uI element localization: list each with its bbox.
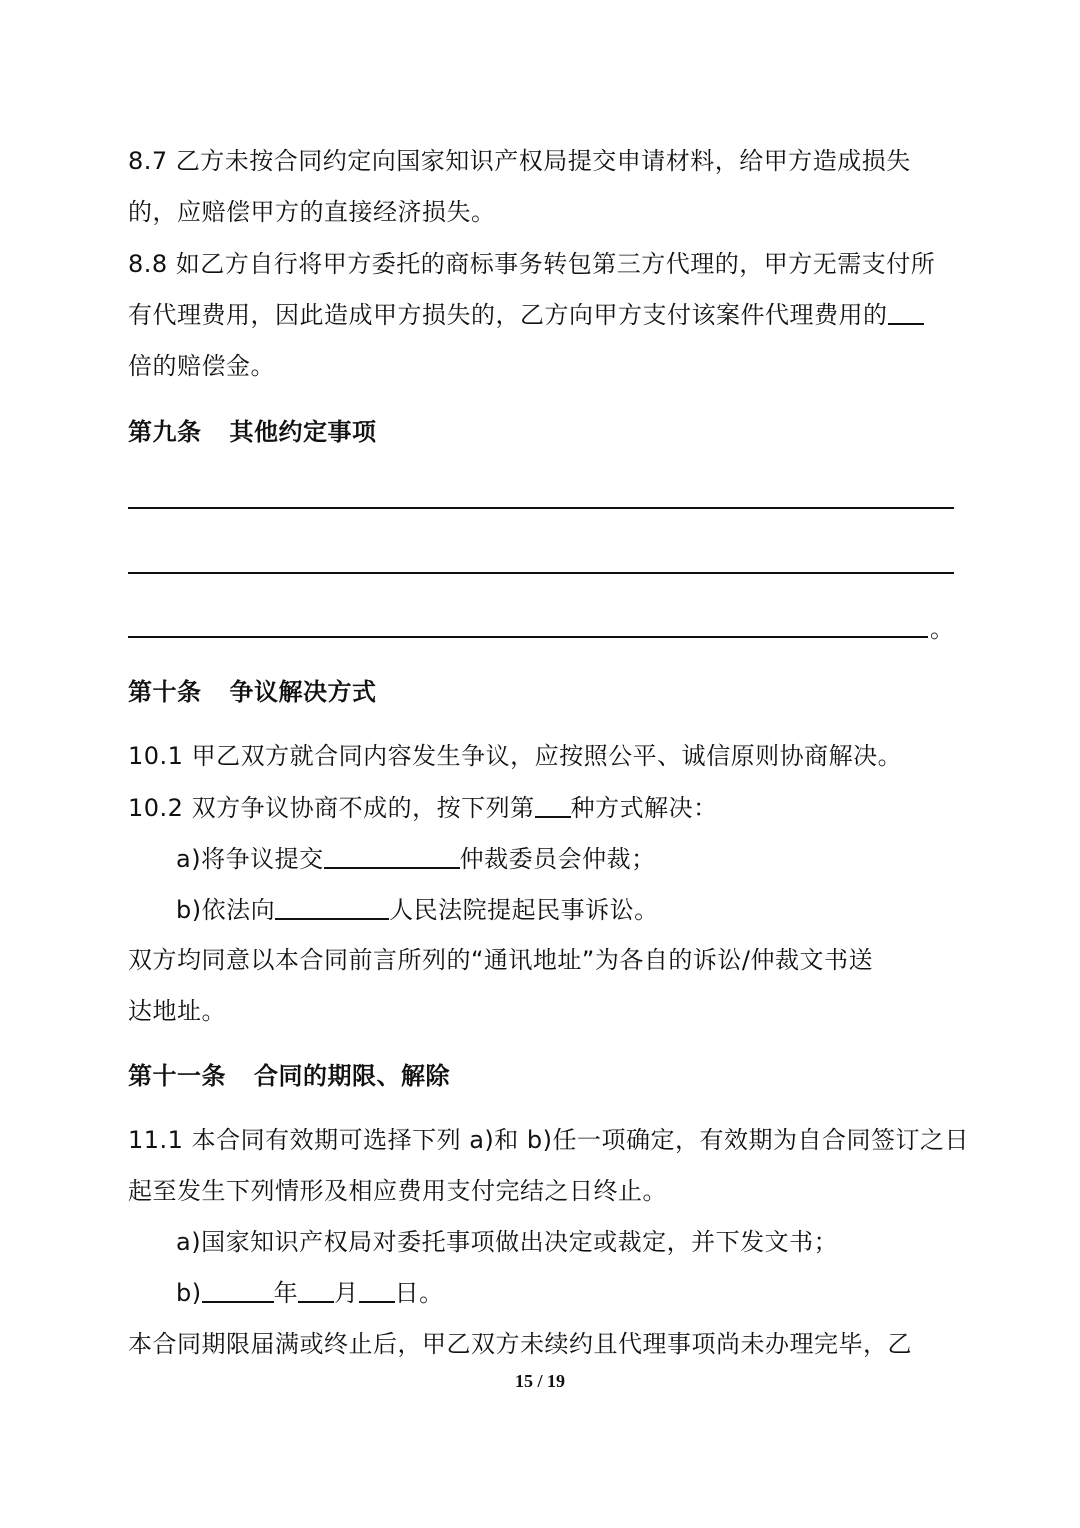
- article-10-title: 争议解决方式: [229, 677, 377, 706]
- option-b-before: b)依法向: [176, 896, 276, 924]
- article-9-number: 第九条: [128, 417, 202, 446]
- other-terms-blank-line-3[interactable]: [128, 636, 928, 638]
- service-address-line-2: 达地址。: [128, 997, 226, 1025]
- clause-10-2-option-b: [176, 895, 1006, 925]
- clause-8-8-line-1: 8.8 如乙方自行将甲方委托的商标事务转包第三方代理的，甲方无需支付所: [128, 250, 936, 278]
- clause-10-2-before: 10.2 双方争议协商不成的，按下列第: [128, 794, 535, 822]
- clause-8-8-text: 有代理费用，因此造成甲方损失的，乙方向甲方支付该案件代理费用的: [128, 301, 888, 329]
- option-b-prefix: b): [176, 1279, 202, 1307]
- clause-8-7-line-1: 8.7 乙方未按合同约定向国家知识产权局提交申请材料，给甲方造成损失: [128, 147, 911, 175]
- other-terms-blank-line-1[interactable]: [128, 507, 954, 509]
- clause-11-1-option-a: a)国家知识产权局对委托事项做出决定或裁定，并下发文书；: [176, 1228, 839, 1256]
- clause-10-2-after: 种方式解决：: [570, 794, 718, 822]
- day-label: 日。: [394, 1279, 444, 1307]
- clause-11-1-line-1: 11.1 本合同有效期可选择下列 a)和 b)任一项确定，有效期为自合同签订之日: [128, 1126, 969, 1154]
- article-11-title: 合同的期限、解除: [254, 1061, 450, 1090]
- year-blank[interactable]: [202, 1279, 274, 1303]
- service-address-line-1: 双方均同意以本合同前言所列的“通讯地址”为各自的诉讼/仲裁文书送: [128, 946, 873, 974]
- clause-8-8-line-2: [128, 300, 958, 330]
- article-9-heading: [128, 417, 958, 447]
- multiplier-blank[interactable]: [888, 301, 924, 325]
- other-terms-blank-line-2[interactable]: [128, 572, 954, 574]
- article-11-heading: [128, 1061, 958, 1091]
- court-name-blank[interactable]: [275, 896, 389, 920]
- article-11-number: 第十一条: [128, 1061, 226, 1090]
- clause-10-1: 10.1 甲乙双方就合同内容发生争议，应按照公平、诚信原则协商解决。: [128, 742, 903, 770]
- clause-11-1-line-2: 起至发生下列情形及相应费用支付完结之日终止。: [128, 1177, 667, 1205]
- clause-11-1-option-b: [176, 1278, 1006, 1308]
- clause-10-2-option-a: [176, 844, 1006, 874]
- method-number-blank[interactable]: [535, 794, 571, 818]
- month-blank[interactable]: [298, 1279, 334, 1303]
- option-b-after: 人民法院提起民事诉讼。: [389, 896, 659, 924]
- option-a-after: 仲裁委员会仲裁；: [459, 845, 656, 873]
- day-blank[interactable]: [359, 1279, 395, 1303]
- article-10-number: 第十条: [128, 677, 202, 706]
- article-10-heading: [128, 677, 958, 707]
- clause-10-2: [128, 793, 958, 823]
- page-number: 15 / 19: [514, 1371, 565, 1391]
- clause-8-8-line-3: 倍的赔偿金。: [128, 352, 275, 380]
- article-9-end-mark: 。: [930, 615, 954, 643]
- year-label: 年: [273, 1279, 299, 1307]
- month-label: 月: [334, 1279, 359, 1307]
- article-9-title: 其他约定事项: [229, 417, 377, 446]
- contract-expiry-line: 本合同期限届满或终止后，甲乙双方未续约且代理事项尚未办理完毕，乙: [128, 1330, 912, 1358]
- arbitration-commission-blank[interactable]: [324, 845, 460, 869]
- clause-8-7-line-2: 的，应赔偿甲方的直接经济损失。: [128, 198, 496, 226]
- option-a-before: a)将争议提交: [176, 845, 324, 873]
